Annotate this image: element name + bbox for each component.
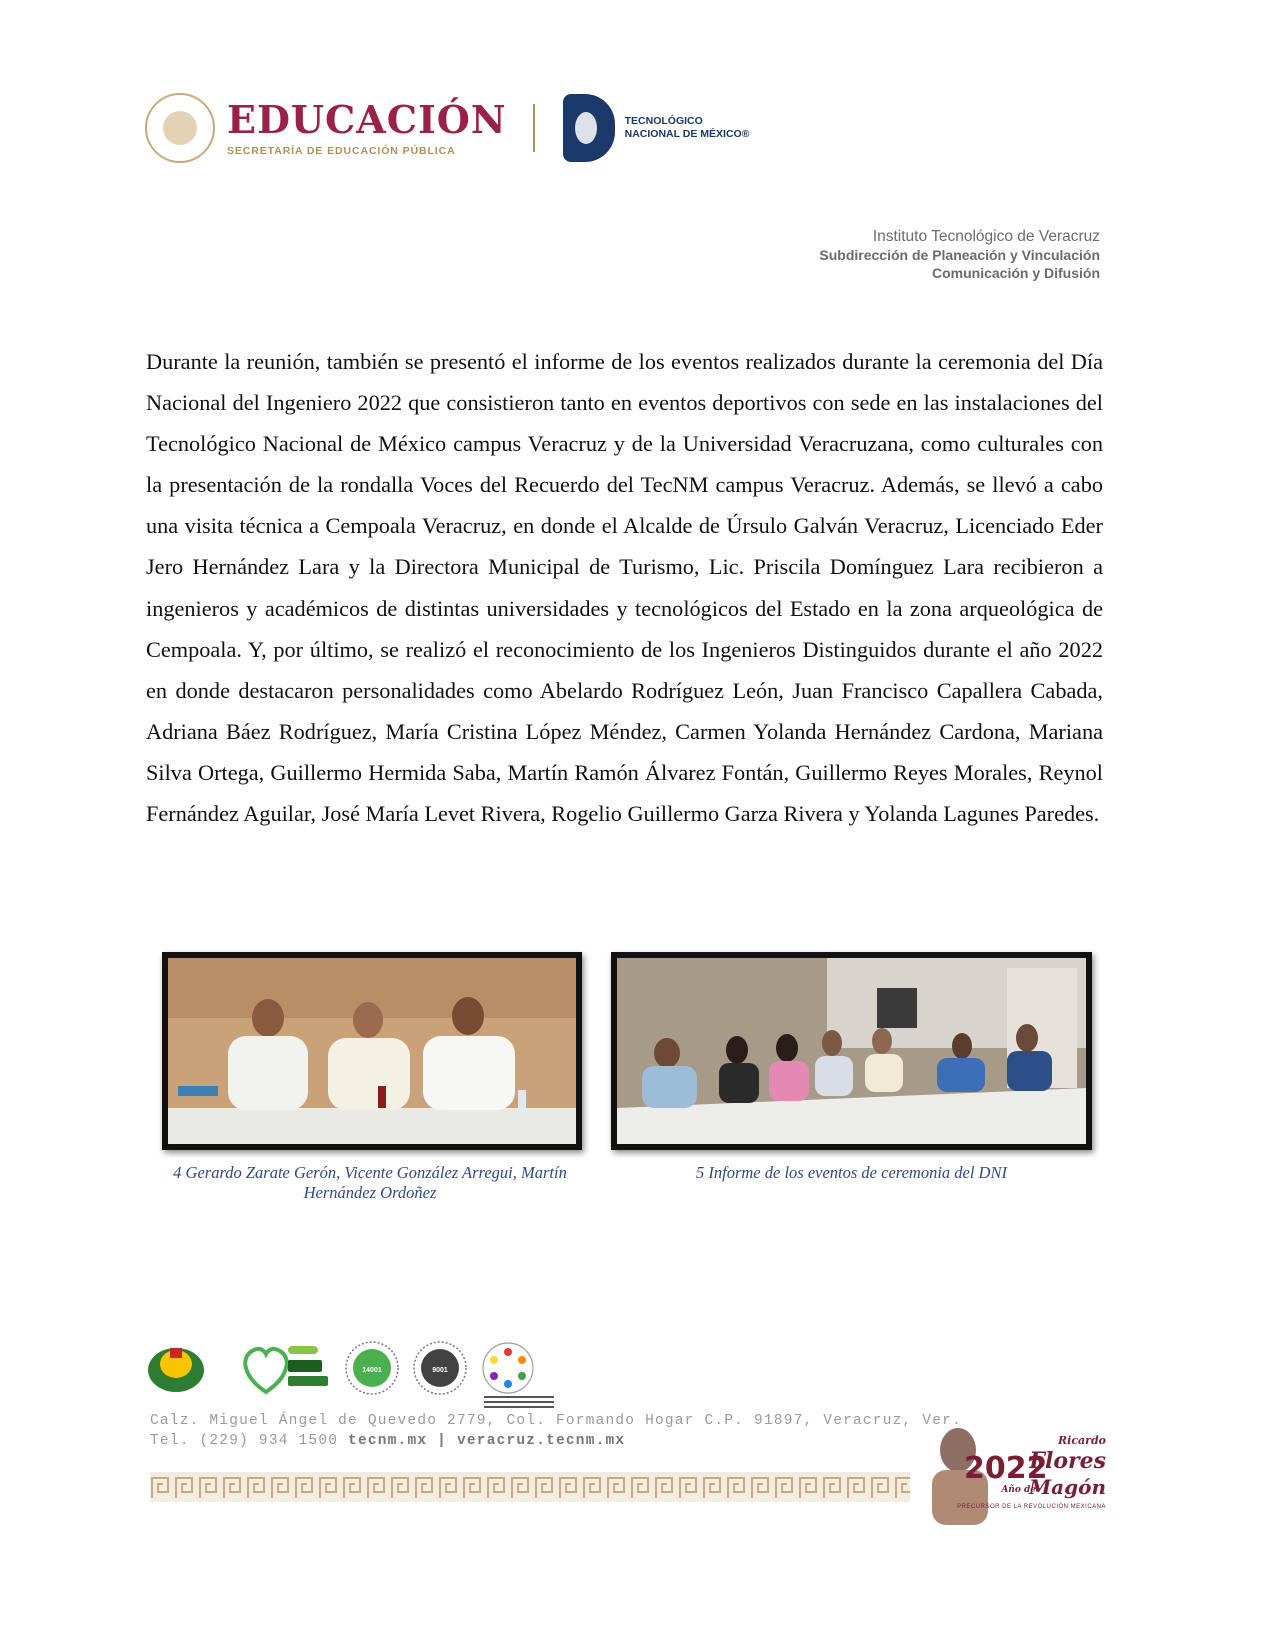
iso-9001-icon <box>412 1340 468 1396</box>
itver-logo-icon <box>144 1340 208 1396</box>
photo-meeting-report <box>611 952 1092 1150</box>
year-number: 2022 <box>964 1451 1048 1486</box>
institute-name: Instituto Tecnológico de Veracruz <box>872 228 1100 245</box>
iso-9001-label: 9001 <box>432 1367 448 1374</box>
header-logos <box>145 88 749 168</box>
tecnm-logo-text <box>625 115 750 141</box>
year-name-second: Flores <box>1029 1448 1106 1474</box>
sep-logo <box>227 99 507 157</box>
flores-magon-year-logo <box>930 1420 1110 1530</box>
photo-caption-1: 4 Gerardo Zarate Gerón, Vicente González Arregui, Martín Hernández Ordoñez <box>173 1163 567 1202</box>
subdirection-name: Subdirección de Planeación y Vinculación <box>819 247 1100 263</box>
gender-equality-certification-icon <box>480 1340 560 1408</box>
mexico-seal-icon <box>145 93 215 163</box>
body-paragraph: Durante la reunión, también se presentó el informe de los eventos realizados durante la ceremonia del Día Nacional del Ingeniero 2022 que consistieron tanto en eventos deportivos con sede en las instalaciones del Tecnológico Nacional de México campus Veracruz y de la Universidad Veracruzana, como culturales con la presentación de la rondalla Voces del Recuerdo del TecNM campus Veracruz. Además, se llevó a cabo una visita técnica a Cempoala Veracruz, en donde el Alcalde de Úrsulo Galván Veracruz, Licenciado Eder Jero Hernández Lara y la Directora Municipal de Turismo, Lic. Priscila Domínguez Lara recibieron a ingenieros y académicos de distintas universidades y tecnológicos del Estado en la zona arqueológica de Cempoala. Y, por último, se realizó el reconocimiento de los Ingenieros Distinguidos durante el año 2022 en donde destacaron personalidades como Abelardo Rodríguez León, Juan Francisco Capallera Cabada, Adriana Báez Rodríguez, María Cristina López Méndez, Carmen Yolanda Hernández Cardona, Mariana Silva Ortega, Guillermo Hermida Saba, Martín Ramón Álvarez Fontán, Guillermo Reyes Morales, Reynol Fernández Aguilar, José María Levet Rivera, Rogelio Guillermo Garza Rivera y Yolanda Lagunes Paredes. <box>146 349 1103 827</box>
sep-title: EDUCACIÓN <box>227 97 507 142</box>
year-name-first: Ricardo <box>1058 1434 1106 1447</box>
header-divider <box>533 104 535 152</box>
photo-caption-2: 5 Informe de los eventos de ceremonia del DNI <box>696 1163 1007 1182</box>
photo-panel-members <box>162 952 582 1150</box>
footer-site-tecnm[interactable]: tecnm.mx <box>348 1433 428 1449</box>
tecnm-line-1: TECNOLÓGICO <box>624 115 703 127</box>
photo-panel-members-image <box>168 958 576 1144</box>
footer-contact <box>150 1433 625 1449</box>
plastic-free-space-icon <box>238 1340 334 1396</box>
photo-meeting-report-image <box>617 958 1086 1144</box>
iso-14001-icon <box>344 1340 400 1396</box>
dependency-block <box>819 228 1100 282</box>
tecnm-emblem-icon <box>563 94 615 162</box>
iso-14001-label: 14001 <box>362 1367 382 1374</box>
tecnm-line-2: NACIONAL DE MÉXICO® <box>624 128 750 140</box>
department-name: Comunicación y Difusión <box>931 265 1100 281</box>
year-name-third: Magón <box>1029 1475 1106 1499</box>
footer-tel: Tel. (229) 934 1500 <box>150 1433 339 1449</box>
sep-subtitle: SECRETARÍA DE EDUCACIÓN PÚBLICA <box>227 145 456 157</box>
decorative-pattern-band <box>150 1472 910 1502</box>
year-prefix: Año de <box>1001 1485 1036 1495</box>
footer-site-veracruz[interactable]: veracruz.tecnm.mx <box>456 1433 626 1449</box>
year-tagline: PRECURSOR DE LA REVOLUCIÓN MEXICANA <box>957 1504 1106 1510</box>
footer-address: Calz. Miguel Ángel de Quevedo 2779, Col. Formando Hogar C.P. 91897, Veracruz, Ver. <box>150 1413 962 1429</box>
footer-separator: | <box>437 1433 448 1449</box>
